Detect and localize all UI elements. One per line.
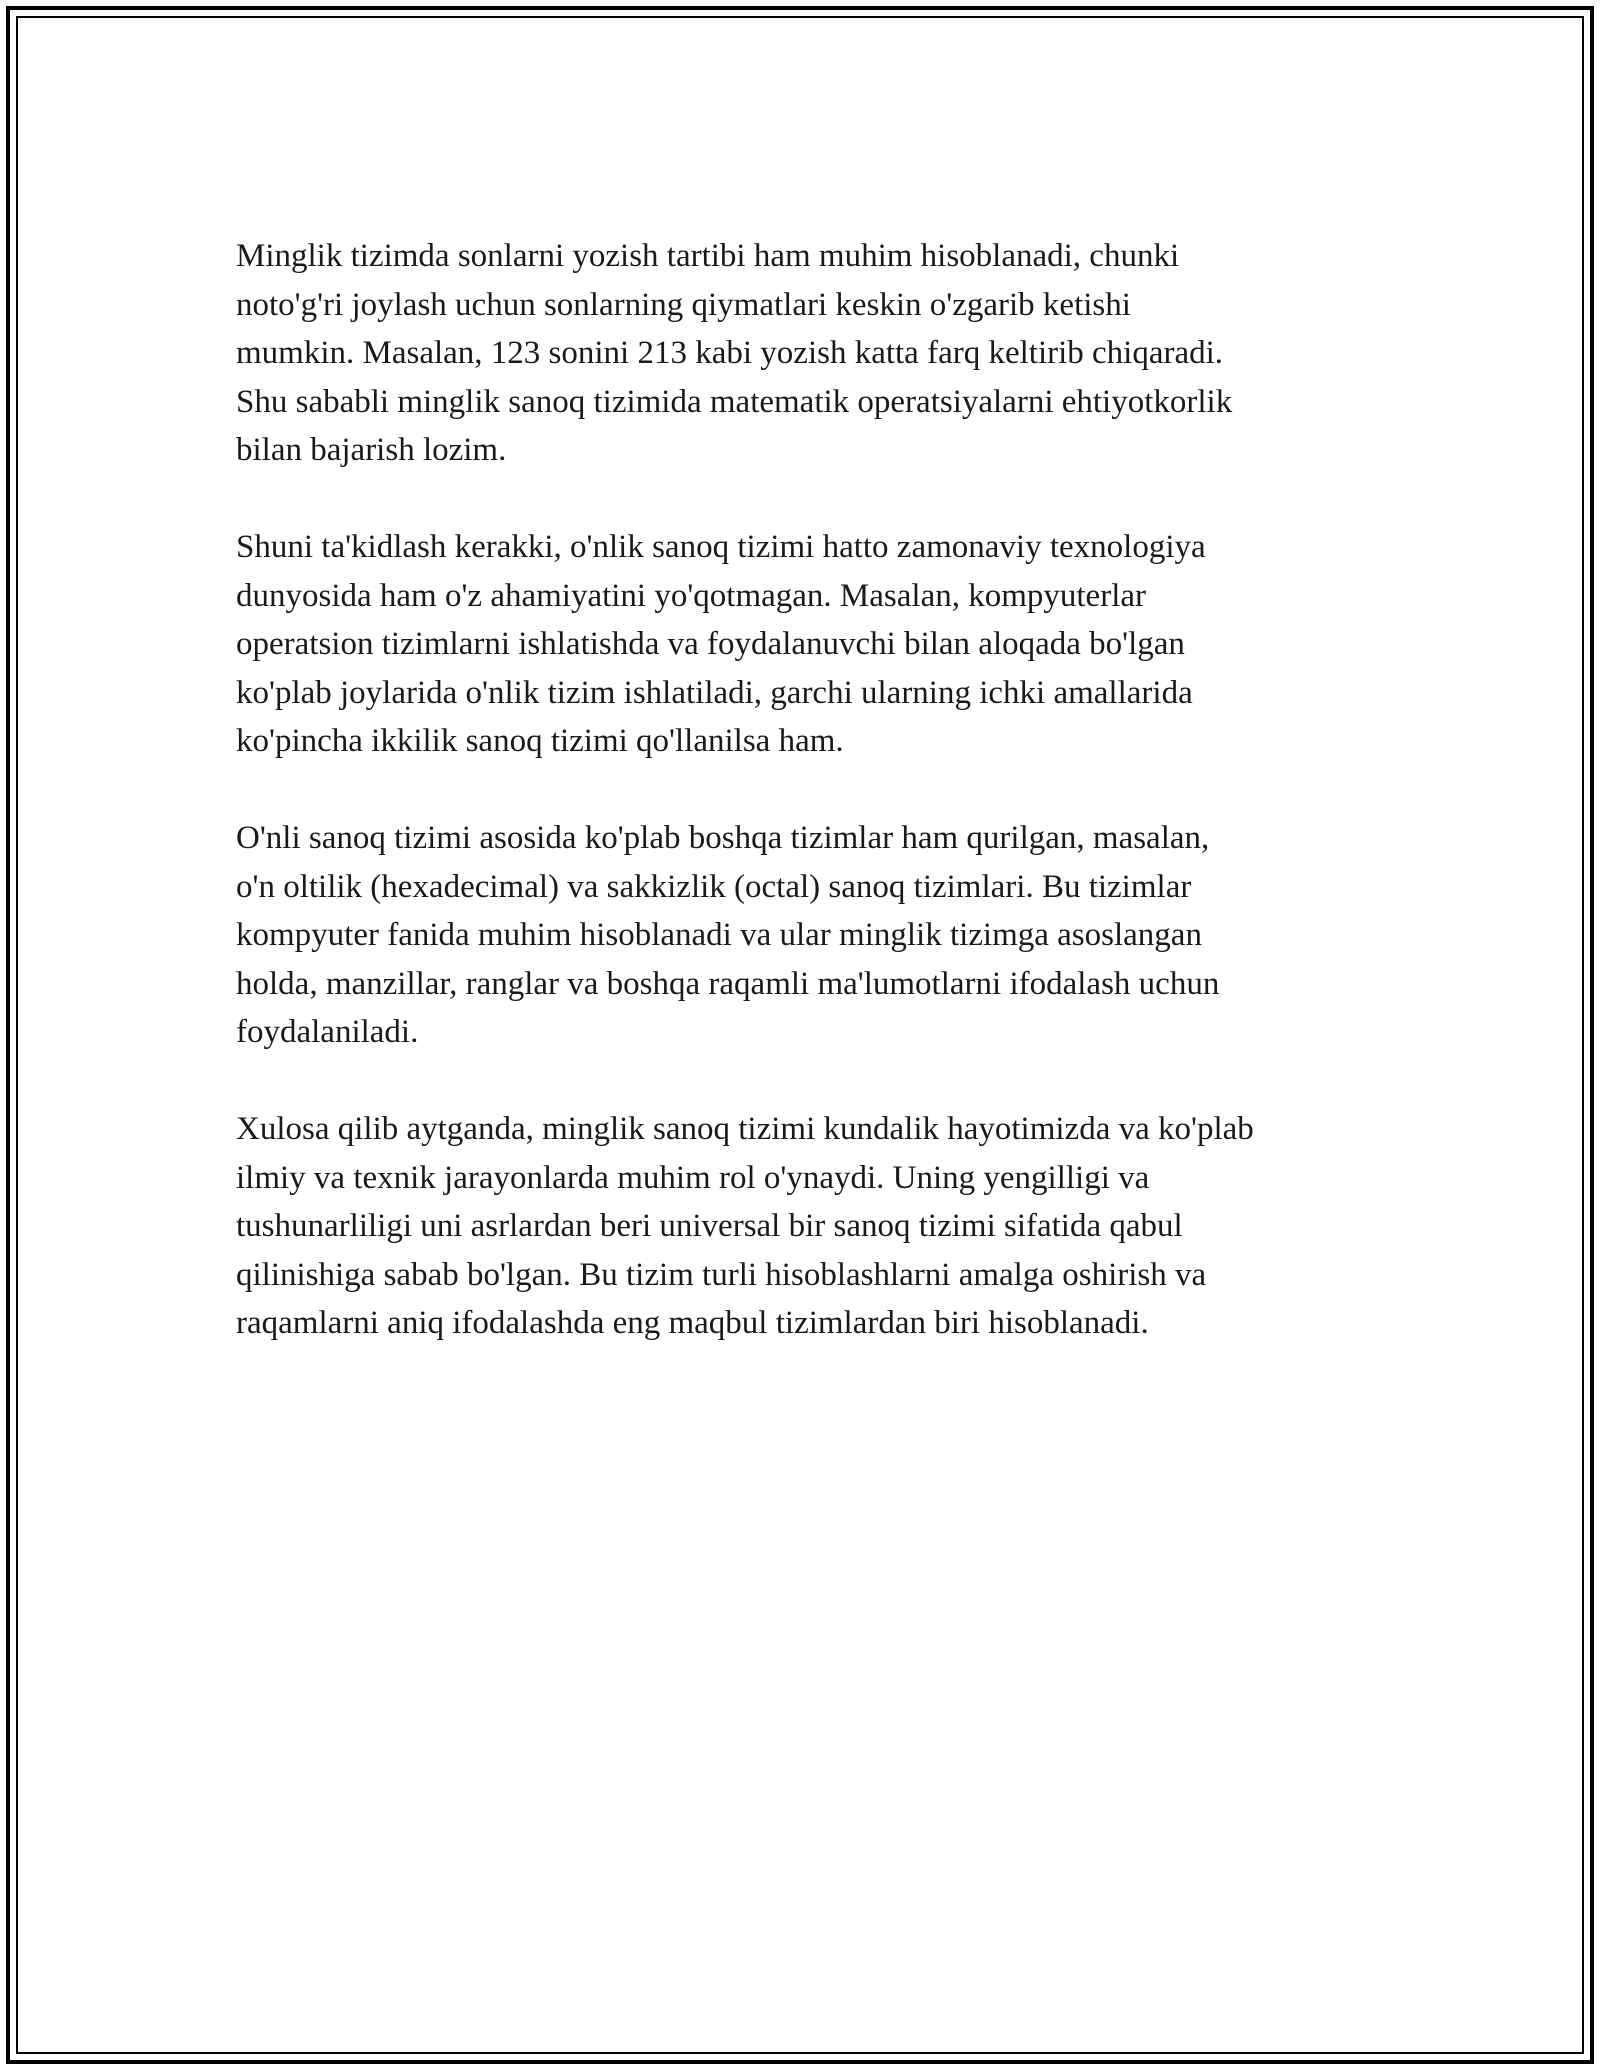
paragraph-2: Shuni ta'kidlash kerakki, o'nlik sanoq tizimi hatto zamonaviy texnologiya dunyosida ham o'z ahamiyatini yo'qotmagan. Masalan, kompyuterlar operatsion tizimlarni ishlatishda va foydalanuvchi bilan aloqada bo'lgan ko'plab joylarida o'nlik tizim ishlatiladi, garchi ularning ichki amallarida ko'pincha ikkilik sanoq tizimi qo'llanilsa ham. — [236, 529, 1206, 759]
document-body — [236, 232, 1386, 1396]
paragraph-1: Minglik tizimda sonlarni yozish tartibi ham muhim hisoblanadi, chunki noto'g'ri joylash uchun sonlarning qiymatlari keskin o'zgarib ketishi mumkin. Masalan, 123 sonini 213 kabi yozish katta farq keltirib chiqaradi. Shu sababli minglik sanoq tizimida matematik operatsiyalarni ehtiyotkorlik bilan bajarish lozim. — [236, 238, 1233, 468]
paragraph-4: Xulosa qilib aytganda, minglik sanoq tizimi kundalik hayotimizda va ko'plab ilmiy va texnik jarayonlarda muhim rol o'ynaydi. Uning yengilligi va tushunarliligi uni asrlardan beri universal bir sanoq tizimi sifatida qabul qilinishiga sabab bo'lgan. Bu tizim turli hisoblashlarni amalga oshirish va raqamlarni aniq ifodalashda eng maqbul tizimlardan biri hisoblanadi. — [236, 1111, 1254, 1341]
paragraph-3: O'nli sanoq tizimi asosida ko'plab boshqa tizimlar ham qurilgan, masalan, o'n oltilik (hexadecimal) va sakkizlik (octal) sanoq tizimlari. Bu tizimlar kompyuter fanida muhim hisoblanadi va ular minglik tizimga asoslangan holda, manzillar, ranglar va boshqa raqamli ma'lumotlarni ifodalash uchun foydalaniladi. — [236, 820, 1220, 1050]
